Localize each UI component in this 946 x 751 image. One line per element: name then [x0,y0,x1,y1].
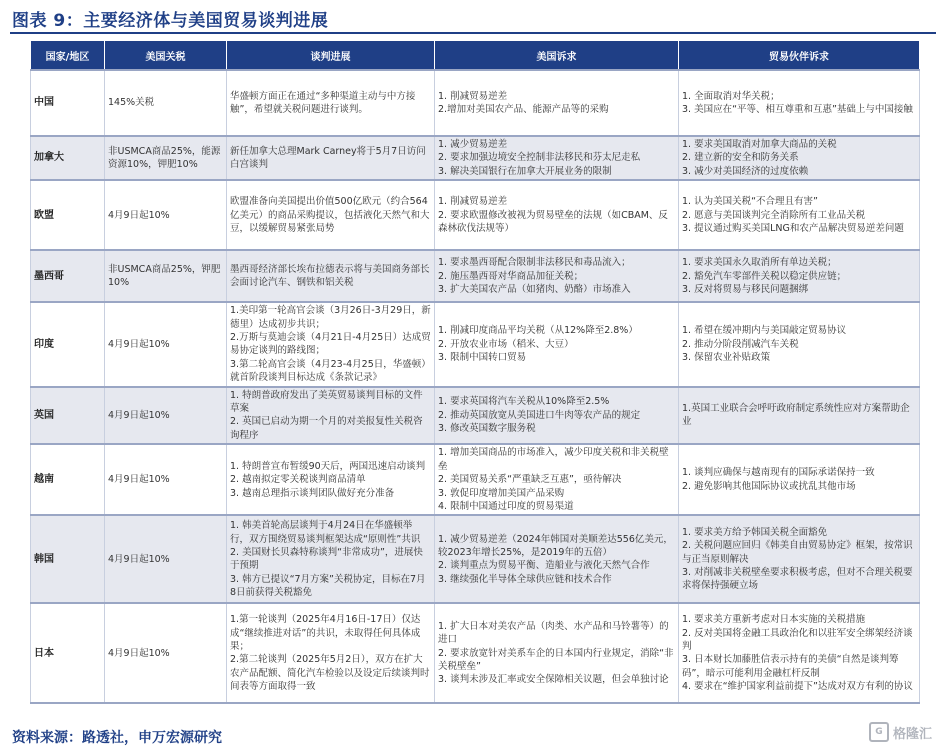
cell-line: 1.英国工业联合会呼吁政府制定系统性应对方案帮助企业 [682,403,910,428]
cell-line: 1. 要求美国取消对加拿大商品的关税 [682,139,837,150]
header-partner-demands: 贸易伙伴诉求 [679,41,920,71]
cell-line: 2. 豁免汽车零部件关税以稳定供应链； [682,270,847,282]
partner-demands-cell [679,302,920,386]
cell-line: 3. 继续强化半导体全球供应链和技术合作 [438,573,612,585]
table-row [31,444,920,515]
progress-cell [227,70,435,136]
header-country: 国家/地区 [31,41,105,71]
cell-line: 1. 削减印度商品平均关税（从12%降至2.8%） [438,325,638,337]
cell-line: 2. 关税问题应回归《韩美自由贸易协定》框架，按常识与正当原则解决 [682,540,913,565]
us-demands-cell [435,515,679,603]
tariff-cell [105,180,227,250]
cell-line: 2. 要求加强边境安全控制非法移民和芬太尼走私 [438,152,641,164]
partner-demands-cell [679,515,920,603]
cell-line: 3. 修改英国数字服务税 [438,423,536,435]
country-cell: 加拿大 [31,136,105,180]
partner-demands-cell [679,180,920,250]
header-us-tariff: 美国关税 [105,41,227,71]
header-us-demands: 美国诉求 [435,41,679,71]
cell-line: 2.增加对美国农产品、能源产品等的采购 [438,104,609,115]
cell-line: 1. 全面取消对华关税； [682,90,780,102]
cell-line: 4月9日起10% [108,553,170,565]
partner-demands-cell [679,70,920,136]
cell-line: 非USMCA商品25%，能源资源10%，钾肥10% [108,145,221,171]
cell-line: 2. 推动英国放宽从美国进口牛肉等农产品的规定 [438,409,641,421]
cell-line: 2. 美国财长贝森特称谈判“非常成功”，进展快于预期 [230,546,423,572]
progress-cell [227,180,435,250]
cell-line: 4月9日起10% [108,409,170,421]
page-title: 图表 9：主要经济体与美国贸易谈判进展 [12,11,329,31]
cell-line: 墨西哥经济部长埃布拉德表示将与美国商务部长会面讨论汽车、钢铁和铝关税 [230,263,430,289]
cell-line: 2. 要求欧盟修改被视为贸易壁垒的法规（如CBAM、反森林砍伐法规等） [438,209,668,234]
us-demands-cell [435,180,679,250]
cell-line: 1. 要求美方重新考虑对日本实施的关税措施 [682,614,866,626]
cell-line: 2. 建立新的安全和防务关系 [682,152,799,164]
table-row [31,302,920,386]
cell-line: 3. 美国应在“平等、相互尊重和互惠”基础上与中国接触 [682,104,913,115]
cell-line: 1. 增加美国商品的市场准入，减少印度关税和非关税壁垒 [438,447,669,472]
progress-cell [227,515,435,603]
cell-line: 4月9日起10% [108,647,170,659]
country-cell: 墨西哥 [31,250,105,302]
progress-cell [227,302,435,386]
cell-line: 3. 谈判未涉及汇率或安全保障相关议题，但会单独讨论 [438,674,669,686]
cell-line: 1. 要求美方给予韩国关税全面豁免 [682,526,828,538]
cell-line: 2.第二轮谈判（2025年5月2日），双方在扩大农产品配额、简化汽车检验以及设定后续谈判时间表等方面取得一致 [230,654,430,693]
partner-demands-cell [679,136,920,180]
tariff-cell [105,136,227,180]
tariff-cell [105,302,227,386]
cell-line: 3. 日本财长加藤胜信表示持有的美债“自然是谈判筹码”，暗示可能利用金融杠杆反制 [682,654,899,679]
table-row [31,603,920,703]
cell-line: 2. 反对美国将金融工具政治化和以驻军安全绑架经济谈判 [682,627,913,652]
cell-line: 3. 反对将贸易与移民问题捆绑 [682,283,809,295]
cell-line: 1. 韩美首轮高层谈判于4月24日在华盛顿举行，双方围绕贸易谈判框架达成“原则性”共识 [230,520,421,545]
tariff-cell [105,250,227,302]
cell-line: 3. 敦促印度增加美国产品采购 [438,487,565,499]
progress-cell [227,603,435,703]
partner-demands-cell [679,250,920,302]
us-demands-cell [435,70,679,136]
progress-cell [227,136,435,180]
table-row [31,70,920,136]
table-row [31,180,920,250]
progress-cell [227,444,435,515]
watermark [869,722,932,742]
cell-line: 2. 开放农业市场（稻米、大豆） [438,338,574,350]
cell-line: 2. 推动分阶段削减汽车关税 [682,338,799,350]
cell-line: 2. 要求放宽针对美系车企的日本国内行业规定，消除“非关税壁垒” [438,647,674,673]
partner-demands-cell [679,603,920,703]
table-row [31,515,920,603]
table-row [31,387,920,445]
cell-line: 145%关税 [108,97,155,109]
cell-line: 1. 削减贸易逆差 [438,90,508,102]
partner-demands-cell [679,444,920,515]
country-cell: 中国 [31,70,105,136]
cell-line: 3. 提议通过购买美国LNG和农产品解决贸易逆差问题 [682,222,904,234]
cell-line: 1.美印第一轮高官会谈（3月26日-3月29日，新德里）达成初步共识； [230,305,431,330]
cell-line: 华盛顿方面正在通过“多种渠道主动与中方接触”，希望就关税问题进行谈判。 [230,90,416,115]
us-demands-cell [435,387,679,445]
cell-line: 3. 扩大美国农产品（如猪肉、奶酪）市场准入 [438,283,631,295]
cell-line: 3. 越南总理指示谈判团队做好充分准备 [230,487,395,499]
cell-line: 1. 减少贸易逆差（2024年韩国对美顺差达556亿美元，较2023年增长25%，是2019年的五倍） [438,533,673,558]
cell-line: 1. 谈判应确保与越南现有的国际承诺保持一致 [682,467,875,479]
cell-line: 1. 认为美国关税“不合理且有害” [682,196,818,208]
cell-line: 3. 减少对美国经济的过度依赖 [682,165,809,177]
cell-line: 1. 希望在缓冲期内与美国敲定贸易协议 [682,325,847,337]
cell-line: 1. 特朗普政府发出了美英贸易谈判目标的文件草案 [230,389,423,415]
cell-line: 4. 限制中国通过印度的贸易渠道 [438,500,574,512]
partner-demands-cell [679,387,920,445]
cell-line: 1. 扩大日本对美农产品（肉类、水产品和马铃薯等）的进口 [438,620,669,646]
country-cell: 印度 [31,302,105,386]
watermark-text: 格隆汇 [892,726,932,742]
header-progress: 谈判进展 [227,41,435,71]
cell-line: 1. 要求墨西哥配合限制非法移民和毒品流入； [438,257,631,269]
cell-line: 1. 减少贸易逆差 [438,139,508,150]
tariff-cell [105,515,227,603]
cell-line: 1. 要求英国将汽车关税从10%降至2.5% [438,396,610,408]
tariff-cell [105,387,227,445]
cell-line: 2. 施压墨西哥对华商品加征关税； [438,270,584,282]
progress-cell [227,250,435,302]
cell-line: 3. 限制中国转口贸易 [438,352,527,364]
cell-line: 欧盟准备向美国提出价值500亿欧元（约合564亿美元）的商品采购提议，包括液化天然气和大豆，以缓解贸易紧张局势 [230,196,430,234]
cell-line: 2. 美国贸易关系“严重缺乏互惠”，亟待解决 [438,474,622,486]
tariff-cell [105,603,227,703]
progress-cell [227,387,435,445]
cell-line: 2.万斯与莫迪会谈（4月21日-4月25日）达成贸易协定谈判的路线图； [230,332,431,357]
tariff-cell [105,444,227,515]
cell-line: 2. 英国已启动为期一个月的对美报复性关税咨询程序 [230,416,423,441]
us-demands-cell [435,603,679,703]
cell-line: 2. 愿意与美国谈判完全消除所有工业品关税 [682,209,866,221]
trade-negotiation-table [30,40,920,704]
table-row [31,250,920,302]
country-cell: 越南 [31,444,105,515]
cell-line: 1. 特朗普宣布暂缓90天后，两国迅速启动谈判 [230,460,426,472]
cell-line: 4月9日起10% [108,338,170,350]
cell-line: 1. 削减贸易逆差 [438,196,508,208]
table-header-row [31,41,920,71]
source-note: 资料来源：路透社，申万宏源研究 [12,730,222,746]
cell-line: 非USMCA商品25%，钾肥10% [108,263,221,289]
us-demands-cell [435,444,679,515]
cell-line: 3. 对削减非关税壁垒要求积极考虑，但对不合理关税要求将保持强硬立场 [682,567,913,592]
cell-line: 1.第一轮谈判（2025年4月16日-17日）仅达成“继续推进对话”的共识，未取得任何具体成果； [230,614,421,652]
country-cell: 韩国 [31,515,105,603]
us-demands-cell [435,136,679,180]
cell-line: 4月9日起10% [108,209,170,221]
cell-line: 3. 韩方已提议“7月方案”关税协定，目标在7月8日前获得关税豁免 [230,573,426,599]
table-row [31,136,920,180]
watermark-logo-icon: G [869,722,889,742]
country-cell: 英国 [31,387,105,445]
cell-line: 2. 避免影响其他国际协议或扰乱其他市场 [682,480,856,492]
us-demands-cell [435,302,679,386]
cell-line: 3.第二轮高官会谈（4月23-4月25日，华盛顿）就首阶段谈判目标达成《条款记录》 [230,358,431,384]
cell-line: 2. 越南拟定零关税谈判商品清单 [230,474,366,486]
cell-line: 3. 保留农业补贴政策 [682,352,771,364]
us-demands-cell [435,250,679,302]
cell-line: 4月9日起10% [108,474,170,486]
cell-line: 3. 解决美国银行在加拿大开展业务的限制 [438,165,612,177]
title-divider [10,32,936,34]
cell-line: 新任加拿大总理Mark Carney将于5月7日访问白宫谈判 [230,145,426,171]
cell-line: 1. 要求美国永久取消所有单边关税； [682,257,837,269]
country-cell: 欧盟 [31,180,105,250]
tariff-cell [105,70,227,136]
cell-line: 4. 要求在“维护国家利益前提下”达成对双方有利的协议 [682,681,913,693]
country-cell: 日本 [31,603,105,703]
cell-line: 2. 谈判重点为贸易平衡、造船业与液化天然气合作 [438,560,650,572]
